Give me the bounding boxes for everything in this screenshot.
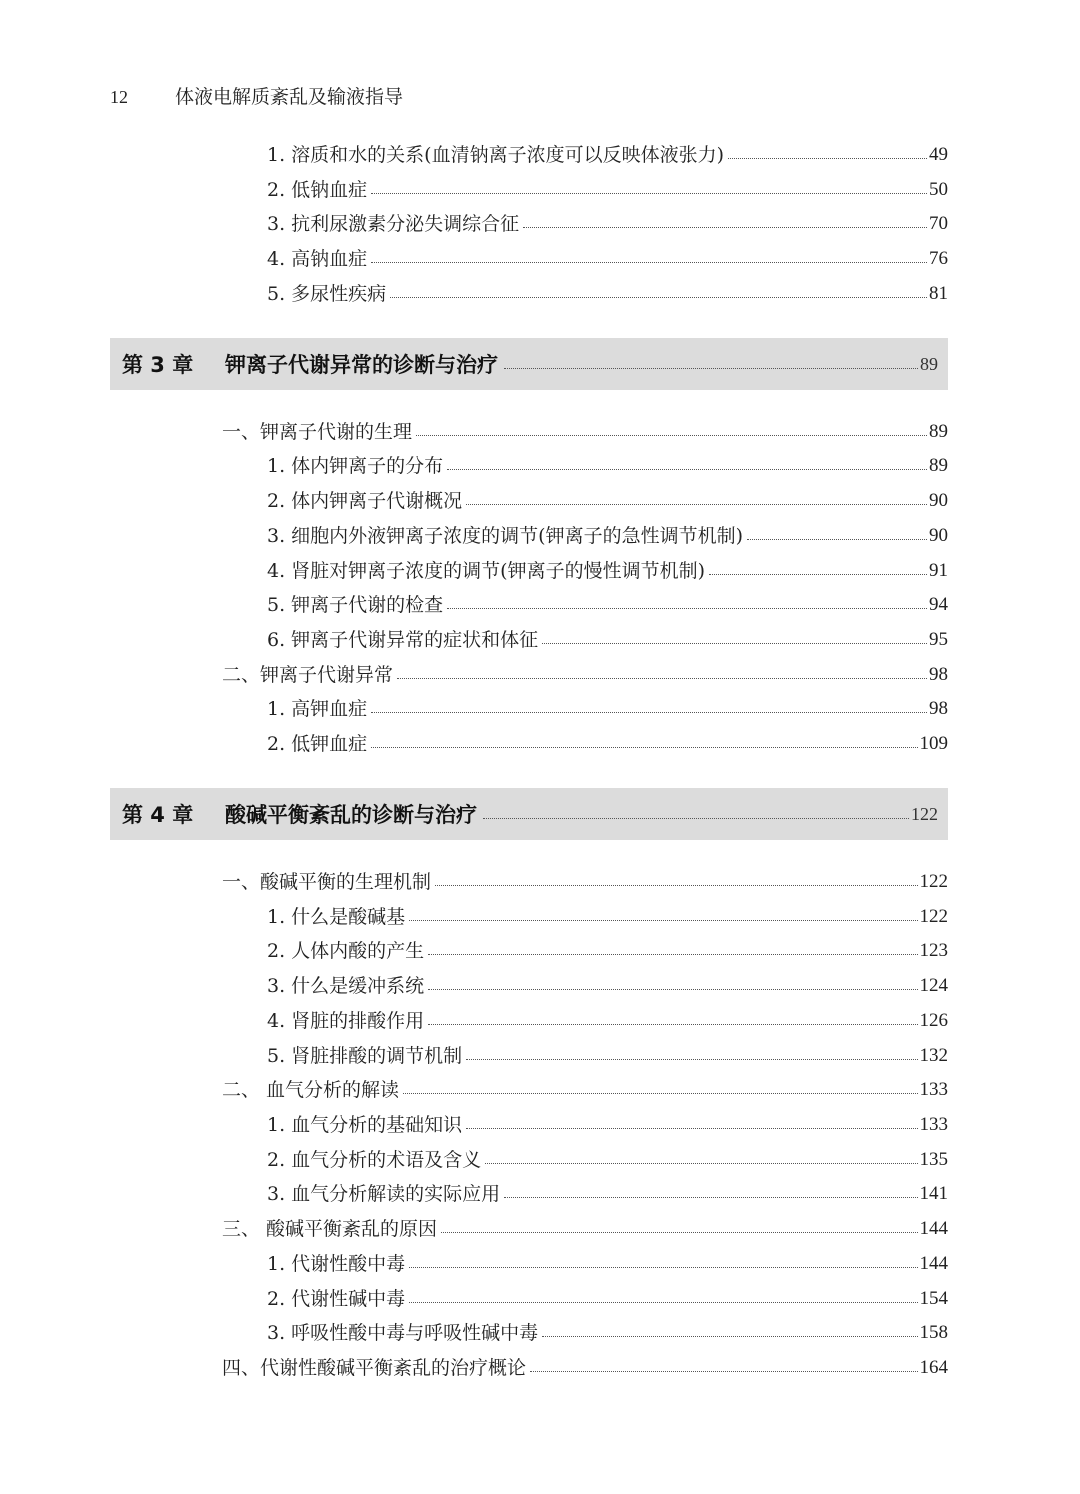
toc-entry-page: 158: [919, 1322, 948, 1343]
toc-entry-page: 122: [919, 906, 948, 927]
leader-dots: [447, 469, 927, 470]
page-number: 12: [110, 87, 128, 107]
toc-entry-title: 1. 什么是酸碱基: [267, 906, 406, 928]
toc-entry-title: 3. 抗利尿激素分泌失调综合征: [267, 213, 520, 235]
toc-entry[interactable]: [267, 729, 948, 759]
toc-entry-title: 3. 血气分析解读的实际应用: [267, 1183, 501, 1205]
toc-entry-page: 98: [929, 698, 948, 719]
chapter-page: 89: [920, 353, 938, 374]
toc-entry-title: 5. 钾离子代谢的检查: [267, 594, 444, 616]
toc-entry-page: 144: [919, 1218, 948, 1239]
toc-section[interactable]: [222, 867, 948, 897]
toc-entry-title: 1. 体内钾离子的分布: [267, 455, 444, 477]
toc-entry-title: 6. 钾离子代谢异常的症状和体征: [267, 629, 539, 651]
leader-dots: [466, 1059, 917, 1060]
leader-dots: [441, 1232, 917, 1233]
toc-entry[interactable]: [267, 1110, 948, 1140]
toc-entry-title: 1. 溶质和水的关系(血清钠离子浓度可以反映体液张力): [267, 144, 724, 166]
toc-entry-title: 1. 高钾血症: [267, 698, 368, 720]
toc-entry-page: 81: [929, 283, 948, 304]
leader-dots: [397, 678, 927, 679]
toc-entry[interactable]: [267, 1284, 948, 1314]
toc-entry-title: 3. 什么是缓冲系统: [267, 975, 425, 997]
leader-dots: [409, 1302, 917, 1303]
toc-entry[interactable]: [267, 175, 948, 205]
toc-entry-title: 3. 呼吸性酸中毒与呼吸性碱中毒: [267, 1322, 539, 1344]
toc-entry-page: 164: [919, 1357, 948, 1378]
leader-dots: [466, 1128, 917, 1129]
toc-entry-page: 90: [929, 525, 948, 546]
toc-entry-title: 1. 代谢性酸中毒: [267, 1253, 406, 1275]
toc-entry-title: 二、钾离子代谢异常: [222, 664, 394, 686]
leader-dots: [523, 227, 927, 228]
toc-entry-page: 133: [919, 1114, 948, 1135]
toc-entry[interactable]: [267, 521, 948, 551]
leader-dots: [371, 262, 927, 263]
leader-dots: [371, 712, 927, 713]
toc-entry[interactable]: [267, 451, 948, 481]
toc-entry[interactable]: [267, 971, 948, 1001]
toc-entry-title: 一、酸碱平衡的生理机制: [222, 871, 432, 893]
leader-dots: [428, 954, 917, 955]
leader-dots: [428, 1024, 917, 1025]
leader-dots: [709, 574, 927, 575]
leader-dots: [409, 1267, 917, 1268]
toc-entry[interactable]: [267, 1318, 948, 1348]
toc-entry-title: 1. 血气分析的基础知识: [267, 1114, 463, 1136]
toc-entry-page: 91: [929, 560, 948, 581]
toc-entry-title: 2. 血气分析的术语及含义: [267, 1149, 482, 1171]
toc-entry[interactable]: [267, 209, 948, 239]
toc-entry-page: 132: [919, 1045, 948, 1066]
leader-dots: [728, 158, 927, 159]
toc-entry[interactable]: [267, 1249, 948, 1279]
toc-entry-title: 三、 酸碱平衡紊乱的原因: [222, 1218, 438, 1240]
chapter-number: 第 3 章: [122, 353, 194, 377]
toc-entry-title: 5. 肾脏排酸的调节机制: [267, 1045, 463, 1067]
toc-section[interactable]: [222, 1214, 948, 1244]
toc-entry-page: 50: [929, 179, 948, 200]
toc-entry-page: 133: [919, 1079, 948, 1100]
toc-entry[interactable]: [267, 1145, 948, 1175]
toc-entry-title: 四、代谢性酸碱平衡紊乱的治疗概论: [222, 1357, 527, 1379]
chapter-number: 第 4 章: [122, 803, 194, 827]
toc-entry-title: 5. 多尿性疾病: [267, 283, 387, 305]
toc-entry-title: 3. 细胞内外液钾离子浓度的调节(钾离子的急性调节机制): [267, 525, 743, 547]
toc-entry-page: 124: [919, 975, 948, 996]
leader-dots: [371, 193, 927, 194]
leader-dots: [403, 1093, 917, 1094]
toc-entry-title: 一、钾离子代谢的生理: [222, 421, 413, 443]
toc-entry-title: 二、 血气分析的解读: [222, 1079, 400, 1101]
toc-section[interactable]: [222, 1075, 948, 1105]
leader-dots: [416, 435, 927, 436]
toc-entry-page: 95: [929, 629, 948, 650]
toc-entry[interactable]: [267, 694, 948, 724]
toc-entry-page: 126: [919, 1010, 948, 1031]
toc-entry[interactable]: [267, 486, 948, 516]
toc-entry-page: 89: [929, 421, 948, 442]
toc-entry-title: 4. 肾脏对钾离子浓度的调节(钾离子的慢性调节机制): [267, 560, 705, 582]
toc-entry-title: 2. 低钾血症: [267, 733, 368, 755]
toc-entry[interactable]: [267, 1041, 948, 1071]
toc-entry-page: 49: [929, 144, 948, 165]
toc-entry-page: 123: [919, 940, 948, 961]
leader-dots: [542, 1336, 917, 1337]
leader-dots: [390, 297, 927, 298]
toc-entry-page: 76: [929, 248, 948, 269]
leader-dots: [542, 643, 927, 644]
toc-entry-page: 154: [919, 1288, 948, 1309]
leader-dots: [466, 504, 927, 505]
toc-entry-page: 109: [919, 733, 948, 754]
leader-dots: [483, 818, 909, 819]
toc-entry-page: 70: [929, 213, 948, 234]
toc-entry[interactable]: [267, 244, 948, 274]
leader-dots: [447, 608, 927, 609]
leader-dots: [530, 1371, 917, 1372]
chapter-heading-3[interactable]: [110, 338, 948, 390]
chapter-title: 钾离子代谢异常的诊断与治疗: [225, 353, 498, 377]
toc-entry-title: 4. 高钠血症: [267, 248, 368, 270]
toc-section[interactable]: [222, 417, 948, 447]
toc-entry-page: 98: [929, 664, 948, 685]
toc-entry-title: 2. 代谢性碱中毒: [267, 1288, 406, 1310]
toc-entry[interactable]: [267, 902, 948, 932]
toc-entry[interactable]: [267, 1006, 948, 1036]
chapter-heading-4[interactable]: [110, 788, 948, 840]
toc-entry[interactable]: [267, 279, 948, 309]
running-head: [110, 82, 403, 109]
toc-entry-page: 122: [919, 871, 948, 892]
book-title: 体液电解质紊乱及输液指导: [175, 86, 404, 108]
toc-entry-page: 94: [929, 594, 948, 615]
toc-entry-title: 2. 人体内酸的产生: [267, 940, 425, 962]
toc-entry[interactable]: [267, 936, 948, 966]
toc-section[interactable]: [222, 660, 948, 690]
toc-entry[interactable]: [267, 556, 948, 586]
leader-dots: [504, 368, 918, 369]
leader-dots: [435, 885, 917, 886]
leader-dots: [504, 1197, 917, 1198]
toc-entry[interactable]: [267, 1179, 948, 1209]
toc-entry-page: 90: [929, 490, 948, 511]
toc-entry-page: 144: [919, 1253, 948, 1274]
toc-entry-page: 135: [919, 1149, 948, 1170]
toc-entry[interactable]: [267, 140, 948, 170]
chapter-page: 122: [911, 803, 938, 824]
toc-entry[interactable]: [267, 625, 948, 655]
toc-section[interactable]: [222, 1353, 948, 1383]
toc-entry[interactable]: [267, 590, 948, 620]
leader-dots: [485, 1163, 917, 1164]
toc-entry-page: 141: [919, 1183, 948, 1204]
leader-dots: [409, 920, 917, 921]
toc-entry-title: 4. 肾脏的排酸作用: [267, 1010, 425, 1032]
toc-entry-page: 89: [929, 455, 948, 476]
leader-dots: [428, 989, 917, 990]
toc-entry-title: 2. 低钠血症: [267, 179, 368, 201]
toc-entry-title: 2. 体内钾离子代谢概况: [267, 490, 463, 512]
chapter-title: 酸碱平衡紊乱的诊断与治疗: [225, 803, 477, 827]
leader-dots: [371, 747, 917, 748]
leader-dots: [747, 539, 927, 540]
